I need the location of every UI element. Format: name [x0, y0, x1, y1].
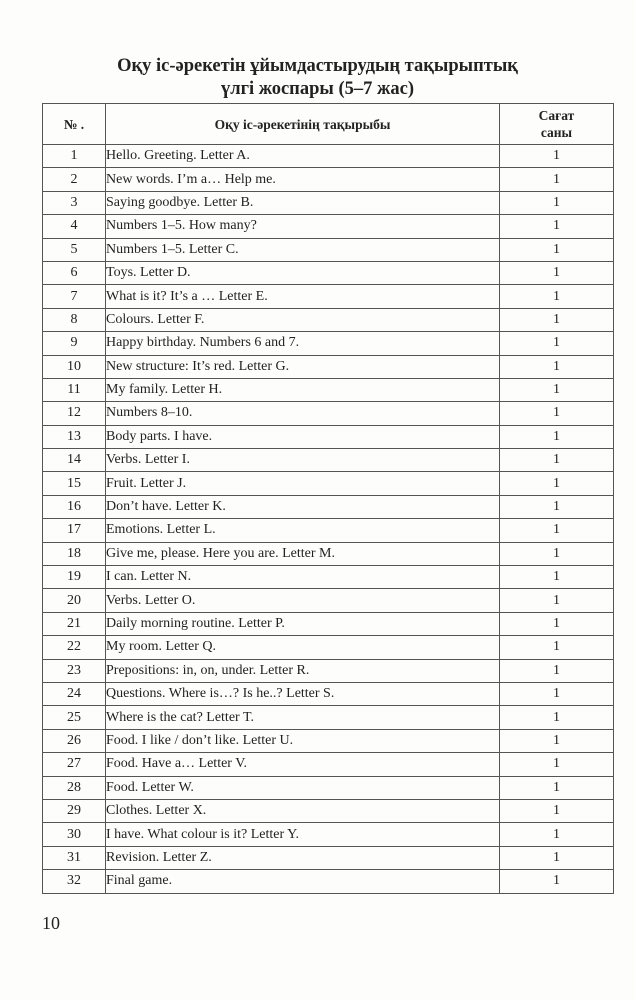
row-topic: Where is the cat? Letter T. [106, 706, 500, 729]
row-hours: 1 [500, 636, 614, 659]
row-hours: 1 [500, 449, 614, 472]
header-number: № . [43, 104, 106, 145]
row-number: 7 [43, 285, 106, 308]
table-row [43, 846, 614, 869]
row-topic: Saying goodbye. Letter B. [106, 191, 500, 214]
table-row [43, 191, 614, 214]
table-row [43, 472, 614, 495]
row-topic: Body parts. I have. [106, 425, 500, 448]
table-row [43, 215, 614, 238]
table-row [43, 519, 614, 542]
table-row [43, 261, 614, 284]
row-number: 3 [43, 191, 106, 214]
row-number: 4 [43, 215, 106, 238]
table-row [43, 589, 614, 612]
table-row [43, 355, 614, 378]
table-row [43, 542, 614, 565]
row-number: 26 [43, 729, 106, 752]
row-hours: 1 [500, 355, 614, 378]
title-line-1: Оқу іс-әрекетін ұйымдастырудың тақырыптық [117, 56, 518, 76]
page-title [0, 55, 635, 101]
row-number: 31 [43, 846, 106, 869]
table-row [43, 870, 614, 893]
row-hours: 1 [500, 145, 614, 168]
row-topic: New words. I’m a… Help me. [106, 168, 500, 191]
row-number: 13 [43, 425, 106, 448]
row-number: 32 [43, 870, 106, 893]
table-row [43, 495, 614, 518]
header-hours [500, 104, 614, 145]
row-topic: Hello. Greeting. Letter A. [106, 145, 500, 168]
row-number: 5 [43, 238, 106, 261]
row-hours: 1 [500, 753, 614, 776]
row-topic: Fruit. Letter J. [106, 472, 500, 495]
lesson-plan-table [42, 103, 614, 894]
table-row [43, 659, 614, 682]
row-topic: Happy birthday. Numbers 6 and 7. [106, 332, 500, 355]
row-number: 11 [43, 378, 106, 401]
table-row [43, 425, 614, 448]
row-hours: 1 [500, 542, 614, 565]
title-line-2: үлгі жоспары (5–7 жас) [220, 79, 415, 99]
row-topic: Clothes. Letter X. [106, 799, 500, 822]
row-number: 28 [43, 776, 106, 799]
table-row [43, 729, 614, 752]
table-row [43, 145, 614, 168]
row-number: 15 [43, 472, 106, 495]
row-topic: Numbers 1–5. How many? [106, 215, 500, 238]
row-number: 30 [43, 823, 106, 846]
row-hours: 1 [500, 519, 614, 542]
row-topic: Food. I like / don’t like. Letter U. [106, 729, 500, 752]
table-row [43, 706, 614, 729]
table-row [43, 776, 614, 799]
row-hours: 1 [500, 378, 614, 401]
row-number: 10 [43, 355, 106, 378]
row-topic: Food. Letter W. [106, 776, 500, 799]
row-topic: Numbers 8–10. [106, 402, 500, 425]
row-number: 24 [43, 682, 106, 705]
row-hours: 1 [500, 729, 614, 752]
row-hours: 1 [500, 682, 614, 705]
row-number: 6 [43, 261, 106, 284]
row-topic: I have. What colour is it? Letter Y. [106, 823, 500, 846]
row-topic: Food. Have a… Letter V. [106, 753, 500, 776]
row-topic: What is it? It’s a … Letter E. [106, 285, 500, 308]
table-row [43, 402, 614, 425]
row-hours: 1 [500, 706, 614, 729]
header-hours-line-2: саны [540, 125, 573, 140]
header-hours-line-1: Сағат [538, 108, 575, 123]
row-topic: Colours. Letter F. [106, 308, 500, 331]
table-row [43, 285, 614, 308]
row-number: 25 [43, 706, 106, 729]
row-topic: New structure: It’s red. Letter G. [106, 355, 500, 378]
table-body [43, 145, 614, 894]
row-number: 21 [43, 612, 106, 635]
row-hours: 1 [500, 472, 614, 495]
table-row [43, 449, 614, 472]
header-topic: Оқу іс-әрекетінің тақырыбы [106, 104, 500, 145]
row-topic: Revision. Letter Z. [106, 846, 500, 869]
row-hours: 1 [500, 495, 614, 518]
row-topic: Final game. [106, 870, 500, 893]
table-row [43, 378, 614, 401]
row-number: 16 [43, 495, 106, 518]
table-row [43, 332, 614, 355]
table-row [43, 682, 614, 705]
row-hours: 1 [500, 402, 614, 425]
row-number: 12 [43, 402, 106, 425]
row-hours: 1 [500, 168, 614, 191]
row-number: 17 [43, 519, 106, 542]
row-number: 27 [43, 753, 106, 776]
page-number: 10 [42, 913, 60, 933]
table-row [43, 308, 614, 331]
row-number: 1 [43, 145, 106, 168]
row-number: 20 [43, 589, 106, 612]
row-topic: Verbs. Letter I. [106, 449, 500, 472]
row-number: 18 [43, 542, 106, 565]
row-topic: Verbs. Letter O. [106, 589, 500, 612]
table-row [43, 799, 614, 822]
row-topic: Daily morning routine. Letter P. [106, 612, 500, 635]
table-row [43, 168, 614, 191]
row-topic: Prepositions: in, on, under. Letter R. [106, 659, 500, 682]
row-hours: 1 [500, 776, 614, 799]
row-hours: 1 [500, 799, 614, 822]
row-hours: 1 [500, 589, 614, 612]
row-hours: 1 [500, 261, 614, 284]
table-row [43, 636, 614, 659]
table-row [43, 753, 614, 776]
row-hours: 1 [500, 191, 614, 214]
row-hours: 1 [500, 659, 614, 682]
row-hours: 1 [500, 238, 614, 261]
row-hours: 1 [500, 285, 614, 308]
table-row [43, 566, 614, 589]
row-hours: 1 [500, 332, 614, 355]
row-hours: 1 [500, 823, 614, 846]
table-header-row [43, 104, 614, 145]
row-topic: Give me, please. Here you are. Letter M. [106, 542, 500, 565]
row-topic: Questions. Where is…? Is he..? Letter S. [106, 682, 500, 705]
row-number: 22 [43, 636, 106, 659]
row-topic: Don’t have. Letter K. [106, 495, 500, 518]
row-topic: Numbers 1–5. Letter C. [106, 238, 500, 261]
row-number: 29 [43, 799, 106, 822]
row-number: 14 [43, 449, 106, 472]
table-row [43, 612, 614, 635]
table-row [43, 238, 614, 261]
row-hours: 1 [500, 566, 614, 589]
table-row [43, 823, 614, 846]
row-topic: My room. Letter Q. [106, 636, 500, 659]
row-number: 8 [43, 308, 106, 331]
row-hours: 1 [500, 425, 614, 448]
row-topic: I can. Letter N. [106, 566, 500, 589]
row-number: 19 [43, 566, 106, 589]
row-number: 23 [43, 659, 106, 682]
row-hours: 1 [500, 215, 614, 238]
row-topic: My family. Letter H. [106, 378, 500, 401]
row-number: 9 [43, 332, 106, 355]
row-hours: 1 [500, 308, 614, 331]
row-topic: Toys. Letter D. [106, 261, 500, 284]
row-topic: Emotions. Letter L. [106, 519, 500, 542]
row-hours: 1 [500, 846, 614, 869]
row-number: 2 [43, 168, 106, 191]
row-hours: 1 [500, 612, 614, 635]
row-hours: 1 [500, 870, 614, 893]
